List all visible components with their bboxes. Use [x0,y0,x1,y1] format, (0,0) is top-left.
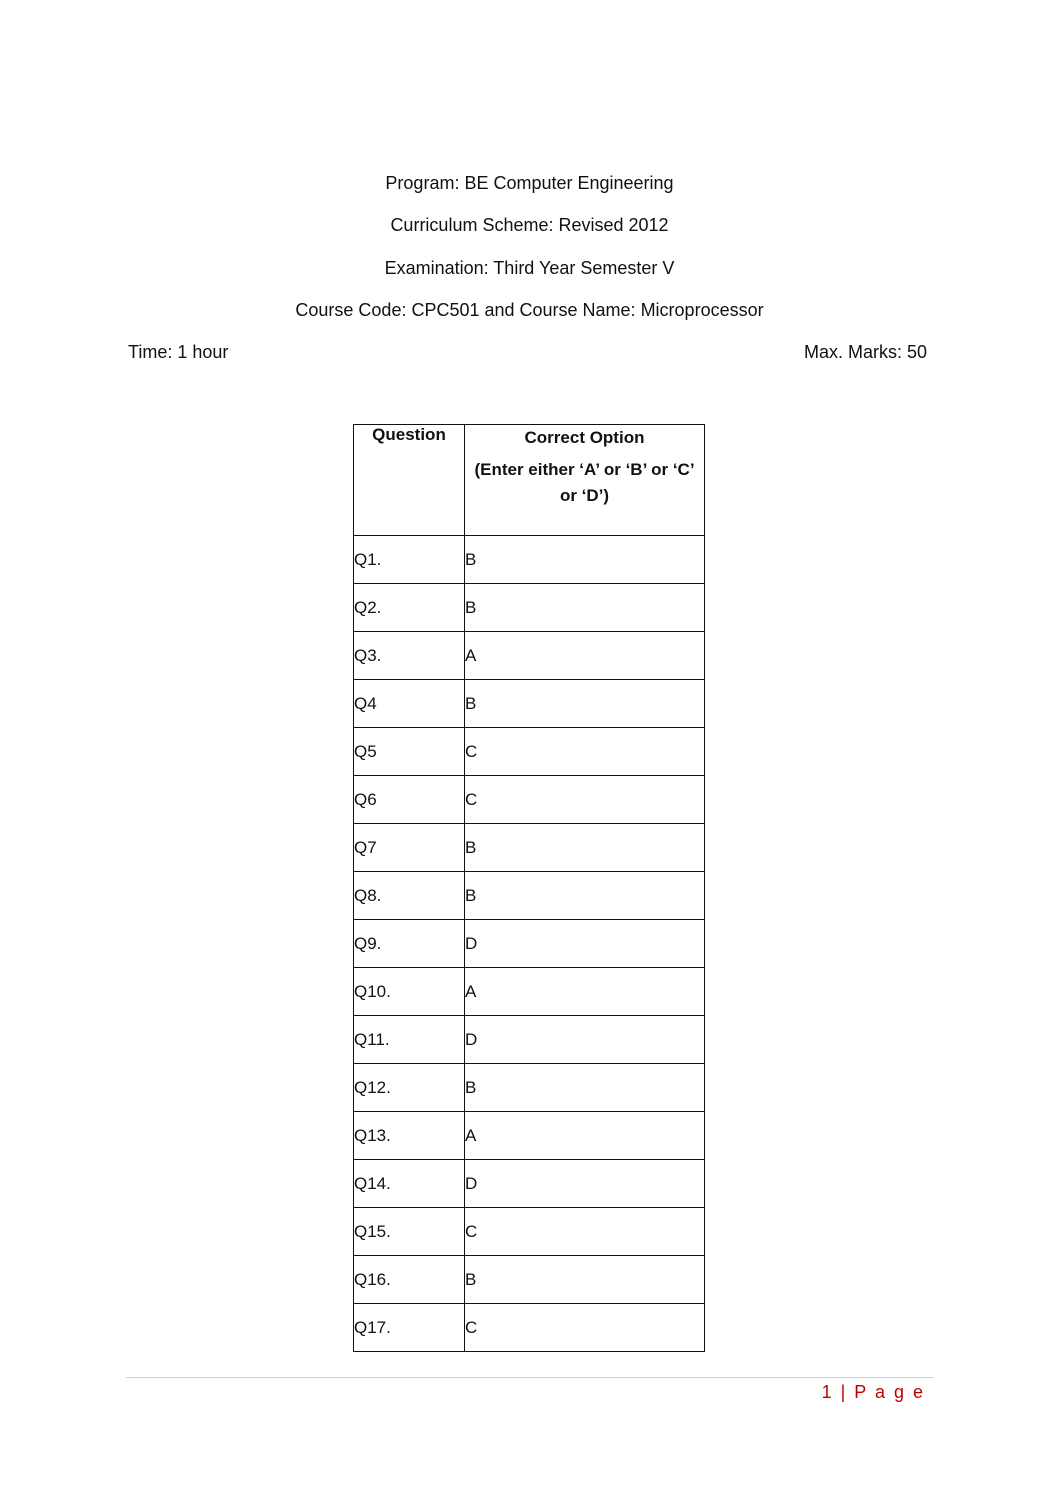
footer-divider [126,1377,934,1378]
question-cell: Q7 [354,824,465,872]
answer-cell: B [465,536,705,584]
answer-cell: C [465,728,705,776]
question-cell: Q6 [354,776,465,824]
question-column-header: Question [354,425,465,536]
examination-line: Examination: Third Year Semester V [384,258,675,278]
question-cell: Q15. [354,1208,465,1256]
table-row [354,1016,705,1064]
question-cell: Q13. [354,1112,465,1160]
table-row [354,968,705,1016]
time-label: Time: 1 hour [128,342,229,362]
answer-cell: A [465,1112,705,1160]
answer-cell: D [465,1016,705,1064]
answer-cell: A [465,632,705,680]
correct-option-column-header [465,425,705,536]
table-header-row [354,425,705,536]
course-line: Course Code: CPC501 and Course Name: Microprocessor [295,300,764,320]
answer-cell: B [465,584,705,632]
answer-cell: B [465,872,705,920]
answer-cell: C [465,776,705,824]
answer-cell: C [465,1208,705,1256]
question-cell: Q11. [354,1016,465,1064]
question-cell: Q17. [354,1304,465,1352]
program-line: Program: BE Computer Engineering [385,173,674,193]
table-row [354,1208,705,1256]
correct-option-note: (Enter either ‘A’ or ‘B’ or ‘C’ or ‘D’) [474,460,695,505]
table-row [354,584,705,632]
table-row [354,920,705,968]
table-row [354,1304,705,1352]
table-row [354,872,705,920]
answer-cell: A [465,968,705,1016]
answer-cell: B [465,1256,705,1304]
answer-cell: B [465,1064,705,1112]
correct-option-title: Correct Option [524,428,645,447]
question-cell: Q16. [354,1256,465,1304]
table-row [354,536,705,584]
question-cell: Q4 [354,680,465,728]
question-cell: Q8. [354,872,465,920]
max-marks-label: Max. Marks: 50 [803,342,927,362]
answer-cell: C [465,1304,705,1352]
table-row [354,632,705,680]
table-row [354,728,705,776]
question-cell: Q10. [354,968,465,1016]
answer-cell: B [465,680,705,728]
answer-cell: D [465,920,705,968]
table-row [354,824,705,872]
question-cell: Q1. [354,536,465,584]
answer-key-table [353,424,705,1352]
question-cell: Q5 [354,728,465,776]
question-cell: Q9. [354,920,465,968]
curriculum-scheme-line: Curriculum Scheme: Revised 2012 [390,215,669,235]
answer-cell: D [465,1160,705,1208]
page-number: 1 | P a g e [821,1382,925,1402]
table-row [354,1256,705,1304]
question-cell: Q3. [354,632,465,680]
table-row [354,1112,705,1160]
question-cell: Q14. [354,1160,465,1208]
table-row [354,776,705,824]
question-cell: Q2. [354,584,465,632]
answer-cell: B [465,824,705,872]
table-row [354,680,705,728]
question-cell: Q12. [354,1064,465,1112]
table-row [354,1160,705,1208]
table-row [354,1064,705,1112]
